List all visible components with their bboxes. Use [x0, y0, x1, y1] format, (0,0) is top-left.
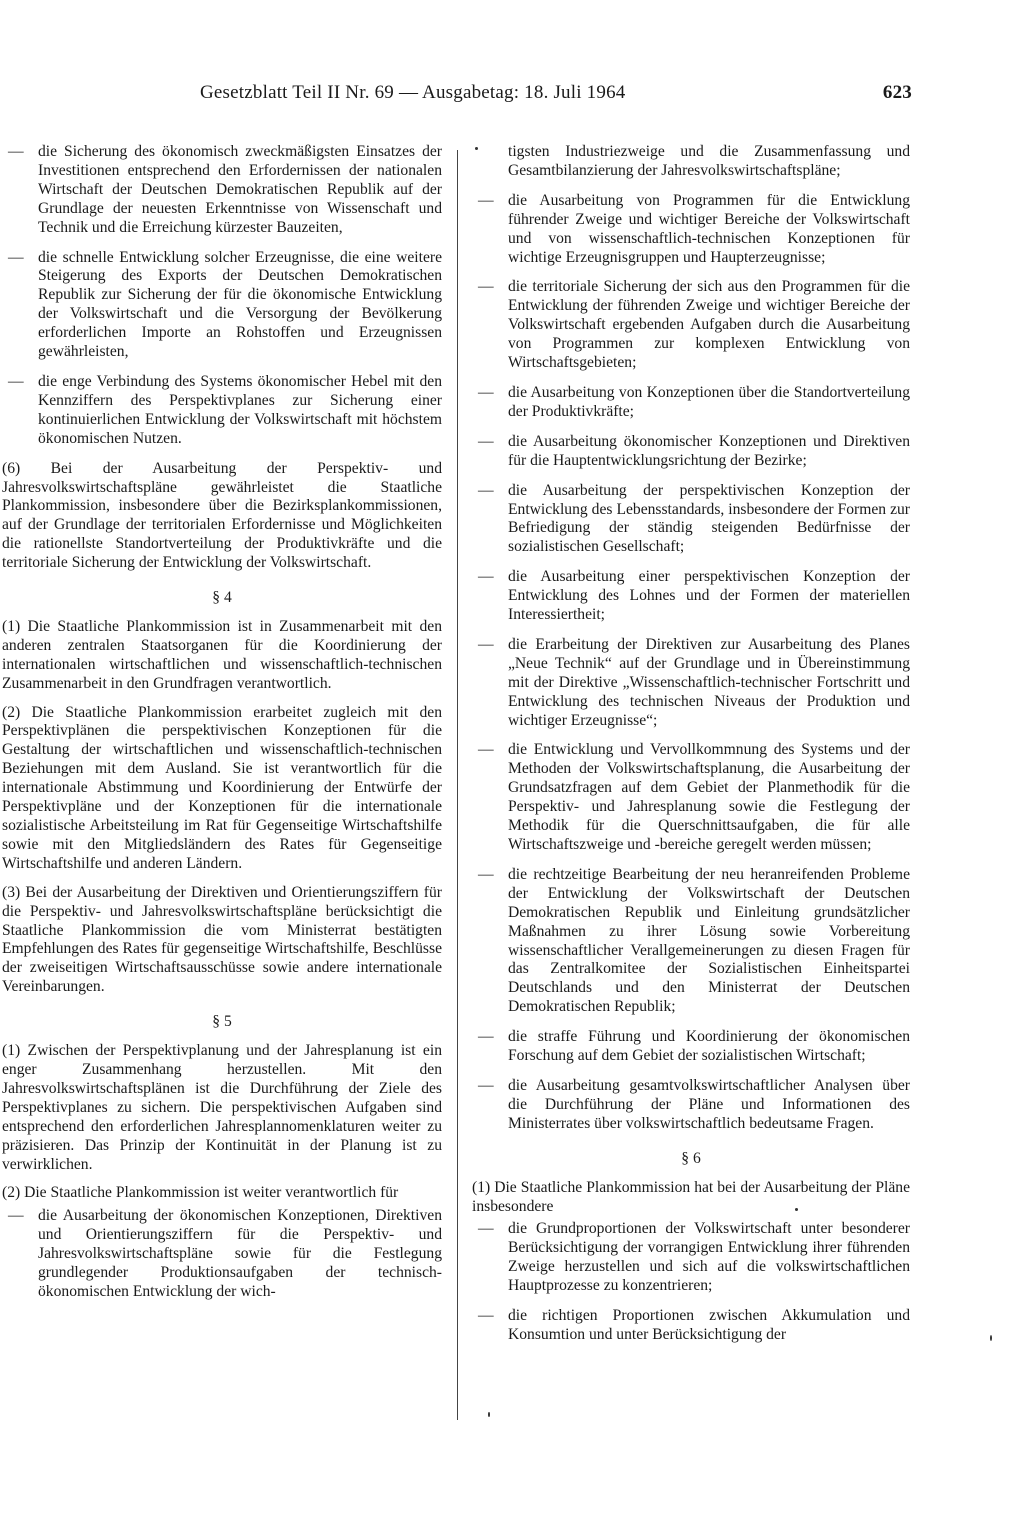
list-item	[472, 1077, 910, 1134]
list-dash: —	[478, 383, 494, 401]
list-item	[2, 1207, 442, 1302]
left-column	[2, 143, 442, 1313]
list-item-text: die Ausarbeitung von Programmen für die Entwicklung führender Zweige und wichtiger Bereiche der Volkswirtschaft und von wissenschaftlich-technischen Konzeptionen für wichtige Erzeugnisgruppen und Haupterzeugnisse;	[508, 191, 910, 266]
list-item	[2, 249, 442, 362]
list-item	[472, 866, 910, 1017]
list-item-text: die Grundproportionen der Volkswirtschaft unter besonderer Berücksichtigung der vorrangigen Entwicklung ihrer führenden Zweige herzustellen und sich auf die volkswirtschaftlichen Hauptprozesse zu konzentrieren;	[508, 1220, 910, 1295]
list-item-text: die rechtzeitige Bearbeitung der neu heranreifenden Probleme der Entwicklung der Volkswirtschaft der Deutschen Demokratischen Republik und Einleitung grundsätzlicher Maßnahmen zu ihrer Lösung sowie Vorbereitung wissenschaftlicher Verallgemeinerungen zu diesen Fragen für das Zentralkomitee der Sozialistischen Einheitspartei Deutschlands und den Ministerrat der Deutschen Demokratischen Republik;	[508, 865, 910, 1016]
header-title: Gesetzblatt Teil II Nr. 69 — Ausgabetag: 18. Juli 1964	[200, 82, 626, 103]
sec4-paragraph-1: (1) Die Staatliche Plankommission ist in Zusammenarbeit mit den anderen zentralen Staatsorganen für die Koordinierung der internationalen wirtschaftlichen und wissenschaftlich-technischen Zusammenarbeit in den Grundfragen verantwortlich.	[2, 617, 442, 692]
scan-speck	[990, 1335, 992, 1341]
sec6-paragraph-1: (1) Die Staatliche Plankommission hat bei der Ausarbeitung der Pläne insbesondere	[472, 1178, 910, 1215]
section-heading-5: § 5	[212, 1013, 232, 1031]
list-item-text: die Erarbeitung der Direktiven zur Ausarbeitung des Planes „Neue Technik“ auf der Grundlage und in Übereinstimmung mit der Direktive „Wissenschaftlich-technischer Fortschritt und Entwicklung des technischen Niveaus der Produktion und wichtiger Erzeugnisse“;	[508, 635, 910, 729]
column-divider	[457, 150, 458, 1420]
list-dash: —	[478, 1028, 494, 1046]
list-item	[472, 741, 910, 854]
list-item	[472, 568, 910, 625]
list-dash: —	[8, 248, 24, 266]
list-item-text: die schnelle Entwicklung solcher Erzeugnisse, die eine weitere Steigerung des Exports der Deutschen Demokratischen Republik zur Sicherung der für die ökonomische Entwicklung der Volkswirtschaft und die Versorgung der Bevölkerung erforderlichen Importe an Rohstoffen und Erzeugnissen gewährleisten,	[38, 248, 442, 361]
list-item-text: die Ausarbeitung der perspektivischen Konzeption der Entwicklung des Lebensstandards, insbesondere der Formen zur Befriedigung der ständig steigenden Bedürfnisse der sozialistischen Gesellschaft;	[508, 481, 910, 556]
list-item	[472, 1028, 910, 1066]
list-dash: —	[8, 1207, 24, 1225]
list-dash: —	[478, 191, 494, 209]
list-dash: —	[478, 865, 494, 883]
scan-speck	[795, 1208, 798, 1211]
list-item	[472, 636, 910, 731]
list-item-text: die enge Verbindung des Systems ökonomischer Hebel mit den Kennziffern des Perspektivplanes zur Sicherung einer kontinuierlichen Entwicklung der Volkswirtschaft mit höchstem ökonomischen Nutzen.	[38, 372, 442, 447]
list-item-text: die Entwicklung und Vervollkommnung des Systems und der Methoden der Volkswirtschaftsplanung, die Ausarbeitung der Grundsatzfragen auf dem Gebiet der Planmethodik für die Perspektiv- und Jahresplanung sowie die Festlegung der Methodik für die Querschnittsaufgaben, die für alle Wirtschaftszweige und -bereiche geregelt werden müssen;	[508, 741, 910, 853]
list-dash: —	[478, 1076, 494, 1094]
list-dash: —	[478, 568, 494, 586]
list-item-text: die Ausarbeitung ökonomischer Konzeptionen und Direktiven für die Hauptentwicklungsrichtung der Bezirke;	[508, 432, 910, 469]
sec4-paragraph-3: (3) Bei der Ausarbeitung der Direktiven und Orientierungsziffern für die Perspektiv- und Jahresvolkswirtschaftspläne berücksichtigt die Staatliche Plankommission die vom Ministerrat bestätigten Empfehlungen des Rates für gegenseitige Wirtschaftshilfe, Beschlüsse der zweiseitigen Wirtschaftsausschüsse sowie andere internationale Vereinbarungen.	[2, 883, 442, 996]
scan-speck	[475, 147, 478, 150]
list-item-text: die Ausarbeitung einer perspektivischen Konzeption der Entwicklung des Lohnes und der Formen der materiellen Interessiertheit;	[508, 568, 910, 624]
list-item	[472, 433, 910, 471]
list-dash: —	[478, 432, 494, 450]
list-item-text: die Ausarbeitung von Konzeptionen über die Standortverteilung der Produktivkräfte;	[508, 383, 910, 420]
sec5-paragraph-1: (1) Zwischen der Perspektivplanung und der Jahresplanung ist ein enger Zusammenhang herzustellen. Mit den Jahresvolkswirtschaftsplänen ist die Durchführung der Ziele des Perspektivplanes zu sichern. Die perspektivischen Aufgaben sind entsprechend den erforderlichen Jahresplannomenklaturen weiter zu präzisieren. Das Prinzip der Kontinuität in der Planung ist zu verwirklichen.	[2, 1042, 442, 1173]
list-item-continuation	[472, 143, 910, 181]
paragraph-6: (6) Bei der Ausarbeitung der Perspektiv- und Jahresvolkswirtschaftspläne gewährleistet die Staatliche Plankommission, insbesondere über die Bezirksplankommissionen, auf der Grundlage der territorialen Erfordernisse und Möglichkeiten die rationellste Standortverteilung der Produktivkräfte und die territoriale Sicherung der Entwicklung der Volkswirtschaft.	[2, 459, 442, 572]
section-heading-4: § 4	[212, 589, 232, 607]
list-item-text: die straffe Führung und Koordinierung der ökonomischen Forschung auf dem Gebiet der sozialistischen Wirtschaft;	[508, 1028, 910, 1065]
right-column	[472, 143, 910, 1356]
list-dash: —	[8, 372, 24, 390]
page-header	[200, 82, 912, 110]
page-number: 623	[882, 82, 912, 103]
list-dash: —	[8, 143, 24, 160]
list-item-text: die territoriale Sicherung der sich aus den Programmen für die Entwicklung der führenden Zweige und wichtiger Bereiche der Volkswirtschaft ergebenden Aufgaben durch die Ausarbeitung von Programmen zur komplexen Entwicklung von Wirtschaftsgebieten;	[508, 278, 910, 372]
sec4-paragraph-2: (2) Die Staatliche Plankommission erarbeitet zugleich mit den Perspektivplänen die perspektivischen Konzeptionen für die Gestaltung der wirtschaftlichen und wissenschaftlich-technischen Beziehungen mit dem Ausland. Sie ist verantwortlich für die internationale Abstimmung und Koordinierung der Entwürfe der Perspektivpläne und der Konzeptionen für die internationale sozialistische Arbeitsteilung im Rat für Gegenseitige Wirtschaftshilfe sowie mit den Mitgliedsländern des Rates für Gegenseitige Wirtschaftshilfe und anderen Ländern.	[2, 703, 442, 872]
list-dash: —	[478, 481, 494, 499]
list-item	[472, 1307, 910, 1345]
list-item	[2, 373, 442, 449]
list-item	[472, 278, 910, 373]
scan-speck	[488, 1412, 490, 1417]
list-item-text: die Sicherung des ökonomisch zweckmäßigsten Einsatzes der Investitionen entsprechend den Erfordernissen der nationalen Wirtschaft der Deutschen Demokratischen Republik auf der Grundlage der neuesten Erkenntnisse von Wissenschaft und Technik und die Erreichung kürzester Bauzeiten,	[38, 143, 442, 236]
list-item	[472, 384, 910, 422]
list-dash: —	[478, 278, 494, 296]
list-item	[2, 143, 442, 238]
list-dash: —	[478, 741, 494, 759]
list-item	[472, 192, 910, 268]
section-heading-6: § 6	[681, 1149, 701, 1167]
list-dash: —	[478, 635, 494, 653]
list-dash: —	[478, 1220, 494, 1238]
list-dash: —	[478, 1307, 494, 1325]
sec5-paragraph-2: (2) Die Staatliche Plankommission ist weiter verantwortlich für	[2, 1184, 399, 1202]
list-item	[472, 1220, 910, 1296]
list-item-text: tigsten Industriezweige und die Zusammenfassung und Gesamtbilanzierung der Jahresvolkswirtschaftspläne;	[508, 143, 910, 179]
list-item	[472, 482, 910, 558]
list-item-text: die Ausarbeitung der ökonomischen Konzeptionen, Direktiven und Orientierungsziffern für die Perspektiv- und Jahresvolkswirtschaftspläne sowie für die Festlegung grundlegender Produktionsaufgaben der technisch-ökonomischen Entwicklung der wich-	[38, 1207, 442, 1300]
list-item-text: die Ausarbeitung gesamtvolkswirtschaftlicher Analysen über die Durchführung der Pläne und Informationen des Ministerrates über volkswirtschaftlich bedeutsame Fragen.	[508, 1076, 910, 1132]
list-item-text: die richtigen Proportionen zwischen Akkumulation und Konsumtion und unter Berücksichtigung der	[508, 1307, 910, 1343]
